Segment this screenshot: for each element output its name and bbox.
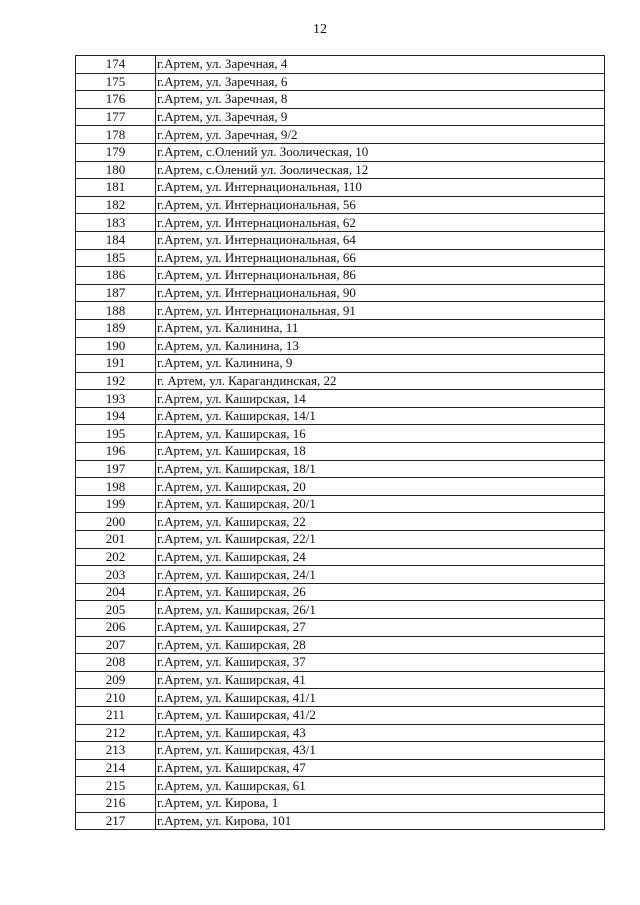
table-row	[76, 495, 605, 513]
row-number-cell: 203	[76, 566, 156, 584]
address-cell: г.Артем, ул. Каширская, 61	[156, 777, 605, 795]
row-number-cell: 205	[76, 601, 156, 619]
table-row	[76, 302, 605, 320]
row-number-cell: 195	[76, 425, 156, 443]
row-number-cell: 200	[76, 513, 156, 531]
table-row	[76, 636, 605, 654]
row-number-cell: 174	[76, 56, 156, 74]
row-number-cell: 208	[76, 654, 156, 672]
address-cell: г.Артем, ул. Каширская, 41/1	[156, 689, 605, 707]
row-number-cell: 216	[76, 794, 156, 812]
row-number-cell: 185	[76, 249, 156, 267]
address-cell: г.Артем, с.Олений ул. Зоолическая, 12	[156, 161, 605, 179]
table-row	[76, 548, 605, 566]
row-number-cell: 183	[76, 214, 156, 232]
address-cell: г.Артем, ул. Каширская, 37	[156, 654, 605, 672]
table-row	[76, 478, 605, 496]
address-cell: г.Артем, ул. Каширская, 16	[156, 425, 605, 443]
address-cell: г.Артем, ул. Каширская, 27	[156, 619, 605, 637]
table-row	[76, 513, 605, 531]
table-row	[76, 108, 605, 126]
row-number-cell: 186	[76, 267, 156, 285]
row-number-cell: 196	[76, 443, 156, 461]
row-number-cell: 201	[76, 531, 156, 549]
table-row	[76, 724, 605, 742]
table-row	[76, 214, 605, 232]
row-number-cell: 215	[76, 777, 156, 795]
row-number-cell: 194	[76, 407, 156, 425]
table-row	[76, 671, 605, 689]
address-cell: г.Артем, ул. Интернациональная, 86	[156, 267, 605, 285]
table-row	[76, 161, 605, 179]
row-number-cell: 207	[76, 636, 156, 654]
address-cell: г.Артем, ул. Интернациональная, 56	[156, 196, 605, 214]
table-row	[76, 706, 605, 724]
address-cell: г.Артем, ул. Калинина, 13	[156, 337, 605, 355]
row-number-cell: 206	[76, 619, 156, 637]
address-cell: г. Артем, ул. Карагандинская, 22	[156, 372, 605, 390]
row-number-cell: 179	[76, 143, 156, 161]
address-cell: г.Артем, ул. Каширская, 22/1	[156, 531, 605, 549]
row-number-cell: 184	[76, 231, 156, 249]
address-cell: г.Артем, ул. Заречная, 9/2	[156, 126, 605, 144]
address-table-container	[75, 55, 604, 830]
address-cell: г.Артем, ул. Кирова, 101	[156, 812, 605, 830]
table-row	[76, 759, 605, 777]
table-row	[76, 319, 605, 337]
address-cell: г.Артем, ул. Каширская, 14/1	[156, 407, 605, 425]
address-cell: г.Артем, ул. Каширская, 18	[156, 443, 605, 461]
row-number-cell: 178	[76, 126, 156, 144]
address-cell: г.Артем, ул. Калинина, 9	[156, 355, 605, 373]
row-number-cell: 198	[76, 478, 156, 496]
table-row	[76, 689, 605, 707]
row-number-cell: 217	[76, 812, 156, 830]
row-number-cell: 176	[76, 91, 156, 109]
table-row	[76, 56, 605, 74]
address-cell: г.Артем, ул. Заречная, 8	[156, 91, 605, 109]
address-cell: г.Артем, ул. Калинина, 11	[156, 319, 605, 337]
row-number-cell: 193	[76, 390, 156, 408]
address-cell: г.Артем, ул. Каширская, 26	[156, 583, 605, 601]
row-number-cell: 177	[76, 108, 156, 126]
address-cell: г.Артем, с.Олений ул. Зоолическая, 10	[156, 143, 605, 161]
row-number-cell: 189	[76, 319, 156, 337]
address-cell: г.Артем, ул. Каширская, 18/1	[156, 460, 605, 478]
address-cell: г.Артем, ул. Каширская, 43	[156, 724, 605, 742]
row-number-cell: 187	[76, 284, 156, 302]
row-number-cell: 197	[76, 460, 156, 478]
table-row	[76, 460, 605, 478]
row-number-cell: 199	[76, 495, 156, 513]
table-row	[76, 654, 605, 672]
table-row	[76, 249, 605, 267]
table-row	[76, 583, 605, 601]
table-row	[76, 231, 605, 249]
row-number-cell: 209	[76, 671, 156, 689]
address-cell: г.Артем, ул. Заречная, 6	[156, 73, 605, 91]
table-row	[76, 126, 605, 144]
address-cell: г.Артем, ул. Интернациональная, 62	[156, 214, 605, 232]
table-row	[76, 355, 605, 373]
address-cell: г.Артем, ул. Каширская, 24	[156, 548, 605, 566]
table-row	[76, 267, 605, 285]
address-cell: г.Артем, ул. Каширская, 47	[156, 759, 605, 777]
table-row	[76, 284, 605, 302]
page-number: 12	[313, 22, 327, 37]
row-number-cell: 180	[76, 161, 156, 179]
address-cell: г.Артем, ул. Каширская, 20	[156, 478, 605, 496]
table-row	[76, 531, 605, 549]
address-cell: г.Артем, ул. Интернациональная, 110	[156, 179, 605, 197]
table-row	[76, 179, 605, 197]
address-cell: г.Артем, ул. Каширская, 22	[156, 513, 605, 531]
address-cell: г.Артем, ул. Каширская, 41	[156, 671, 605, 689]
table-row	[76, 794, 605, 812]
table-row	[76, 337, 605, 355]
table-row	[76, 91, 605, 109]
table-row	[76, 812, 605, 830]
row-number-cell: 191	[76, 355, 156, 373]
row-number-cell: 211	[76, 706, 156, 724]
address-table	[75, 55, 605, 830]
address-cell: г.Артем, ул. Интернациональная, 64	[156, 231, 605, 249]
address-cell: г.Артем, ул. Заречная, 4	[156, 56, 605, 74]
address-cell: г.Артем, ул. Интернациональная, 91	[156, 302, 605, 320]
row-number-cell: 192	[76, 372, 156, 390]
row-number-cell: 182	[76, 196, 156, 214]
address-table-body	[76, 56, 605, 830]
address-cell: г.Артем, ул. Каширская, 24/1	[156, 566, 605, 584]
table-row	[76, 566, 605, 584]
table-row	[76, 73, 605, 91]
row-number-cell: 204	[76, 583, 156, 601]
table-row	[76, 372, 605, 390]
table-row	[76, 443, 605, 461]
address-cell: г.Артем, ул. Каширская, 28	[156, 636, 605, 654]
table-row	[76, 742, 605, 760]
row-number-cell: 175	[76, 73, 156, 91]
address-cell: г.Артем, ул. Интернациональная, 66	[156, 249, 605, 267]
row-number-cell: 190	[76, 337, 156, 355]
row-number-cell: 214	[76, 759, 156, 777]
address-cell: г.Артем, ул. Кирова, 1	[156, 794, 605, 812]
table-row	[76, 425, 605, 443]
address-cell: г.Артем, ул. Каширская, 26/1	[156, 601, 605, 619]
table-row	[76, 407, 605, 425]
table-row	[76, 143, 605, 161]
table-row	[76, 196, 605, 214]
table-row	[76, 390, 605, 408]
row-number-cell: 202	[76, 548, 156, 566]
table-row	[76, 601, 605, 619]
address-cell: г.Артем, ул. Каширская, 43/1	[156, 742, 605, 760]
row-number-cell: 188	[76, 302, 156, 320]
address-cell: г.Артем, ул. Каширская, 41/2	[156, 706, 605, 724]
row-number-cell: 213	[76, 742, 156, 760]
row-number-cell: 212	[76, 724, 156, 742]
row-number-cell: 181	[76, 179, 156, 197]
table-row	[76, 777, 605, 795]
address-cell: г.Артем, ул. Каширская, 20/1	[156, 495, 605, 513]
address-cell: г.Артем, ул. Каширская, 14	[156, 390, 605, 408]
address-cell: г.Артем, ул. Заречная, 9	[156, 108, 605, 126]
row-number-cell: 210	[76, 689, 156, 707]
address-cell: г.Артем, ул. Интернациональная, 90	[156, 284, 605, 302]
table-row	[76, 619, 605, 637]
